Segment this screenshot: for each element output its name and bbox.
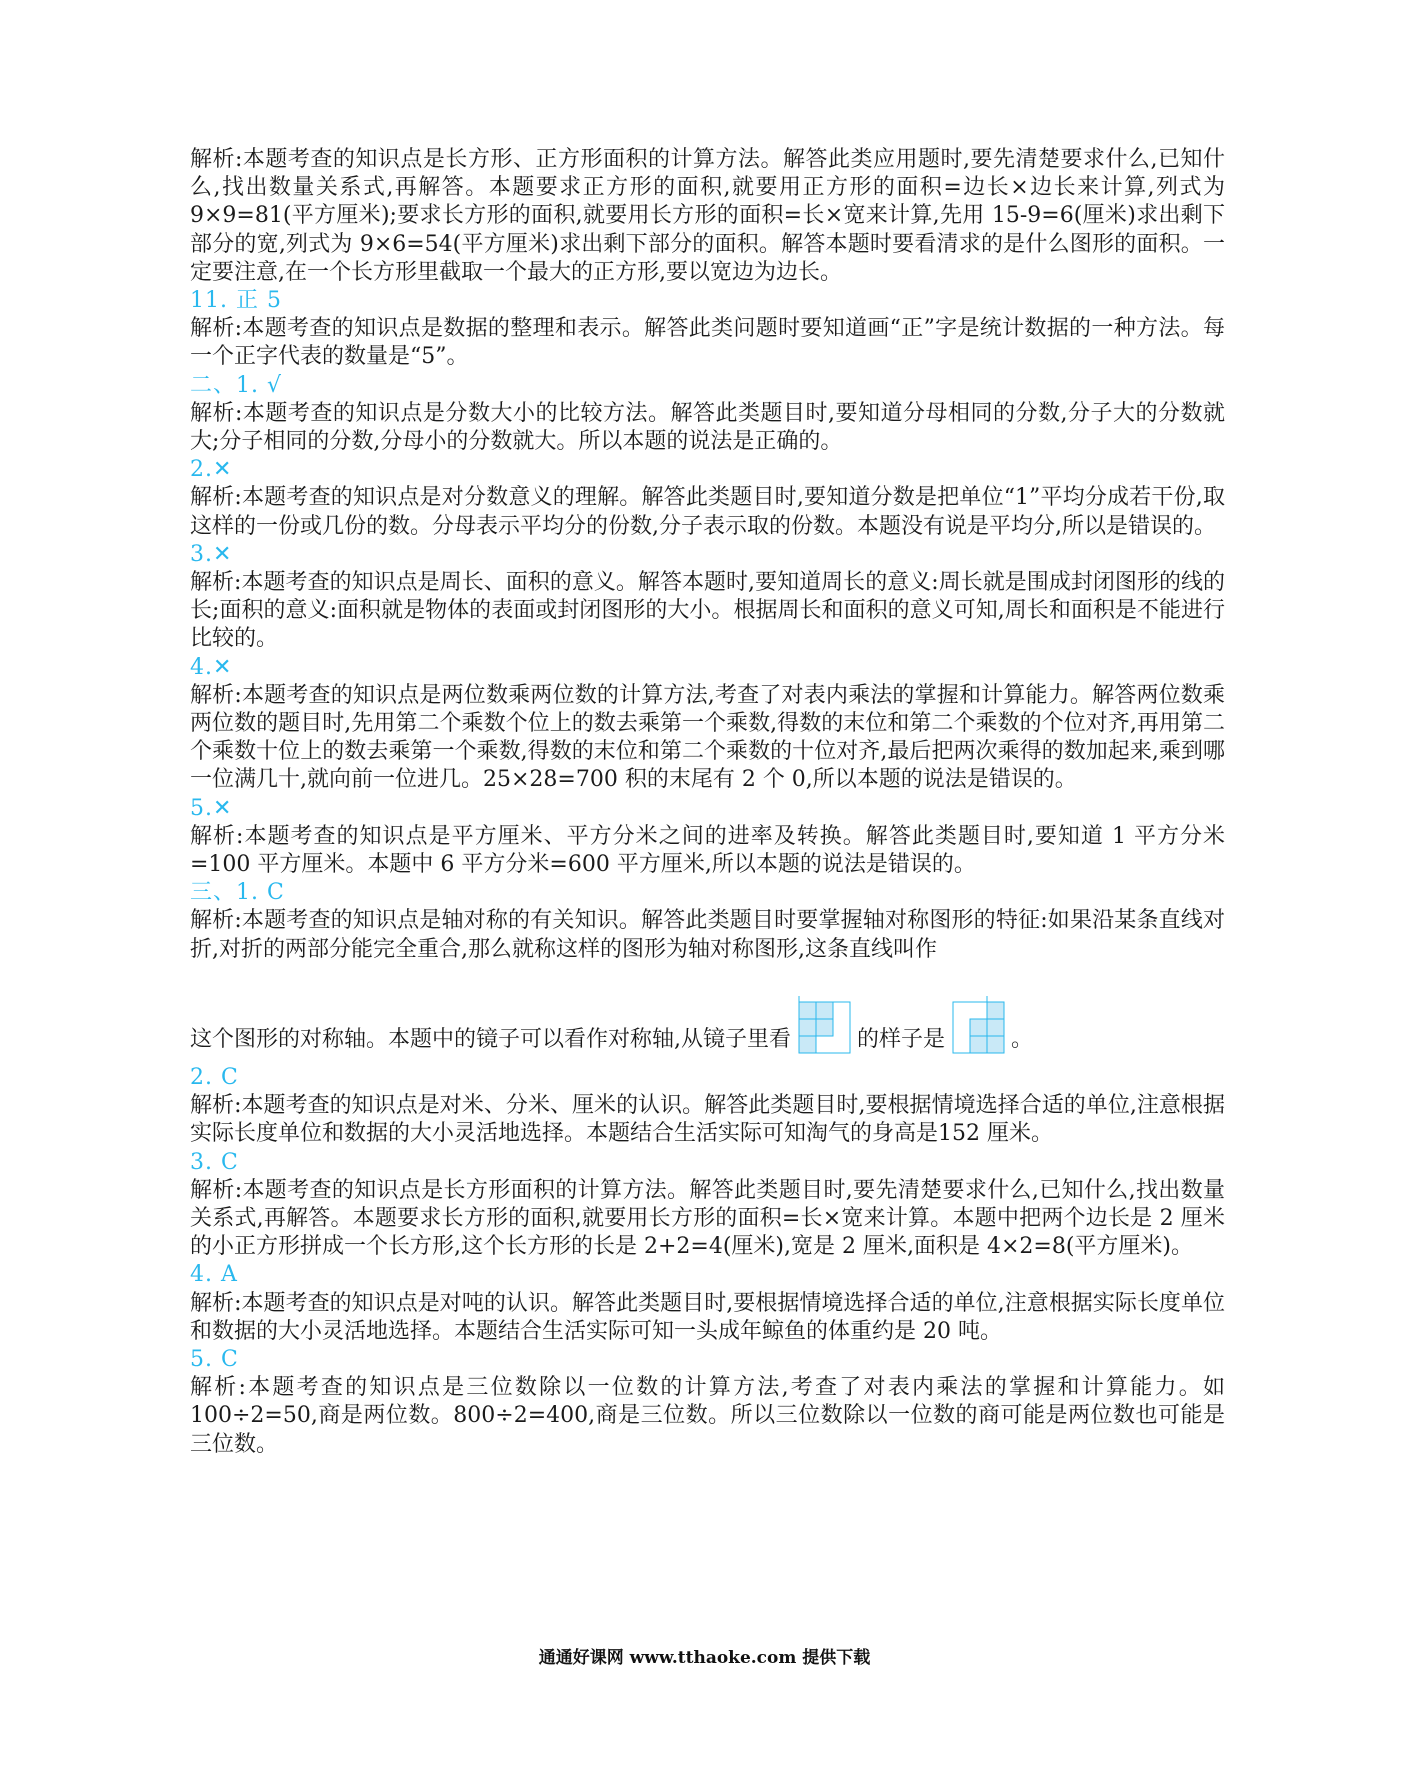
- answer-label: [190, 287, 1225, 315]
- answer-number: 5.: [190, 795, 213, 821]
- answer-label: [190, 1261, 1225, 1289]
- answer-label: [190, 456, 1225, 484]
- answer-label: [190, 654, 1225, 682]
- analysis-paragraph: 解析:本题考查的知识点是三位数除以一位数的计算方法,考查了对表内乘法的掌握和计算能力。如 100÷2=50,商是两位数。800÷2=400,商是三位数。所以三位数除以一位数的商可能是两位数也可能是三位数。: [190, 1375, 1225, 1457]
- answer-label: [190, 795, 1225, 823]
- figure-line: [190, 964, 1225, 1064]
- grid-figure-mirror-icon: [951, 996, 1005, 1054]
- answer-number: 三、1. C: [190, 880, 285, 906]
- grid-figure-icon: [797, 996, 851, 1054]
- answer-number: 5. C: [190, 1346, 239, 1372]
- figure-text-middle: 的样子是: [857, 1026, 946, 1052]
- page-footer: 通通好课网 www.tthaoke.com 提供下载: [538, 1648, 871, 1668]
- cross-icon: ✕: [213, 654, 233, 680]
- answer-number: 11. 正 5: [190, 288, 282, 314]
- answer-number: 4.: [190, 654, 213, 680]
- answer-label: [190, 1346, 1225, 1374]
- answer-label: [190, 1064, 1225, 1092]
- answer-content: [190, 146, 1225, 1459]
- answer-number: 3. C: [190, 1149, 239, 1175]
- cross-icon: ✕: [213, 457, 233, 483]
- answer-number: 二、1. √: [190, 372, 283, 398]
- analysis-paragraph: 解析:本题考查的知识点是周长、面积的意义。解答本题时,要知道周长的意义:周长就是围成封闭图形的线的长;面积的意义:面积就是物体的表面或封闭图形的大小。根据周长和面积的意义可知,周长和面积是不能进行比较的。: [190, 570, 1225, 652]
- answer-number: 4. A: [190, 1262, 238, 1288]
- answer-label: [190, 372, 1225, 400]
- analysis-paragraph: 解析:本题考查的知识点是长方形、正方形面积的计算方法。解答此类应用题时,要先清楚要求什么,已知什么,找出数量关系式,再解答。本题要求正方形的面积,就要用正方形的面积=边长×边长来计算,列式为 9×9=81(平方厘米);要求长方形的面积,就要用长方形的面积=长×宽来计算,先用 15-9=6(厘米)求出剩下部分的宽,列式为 9×6=54(平方厘米)求出剩下部分的面积。解答本题时要看清求的是什么图形的面积。一定要注意,在一个长方形里截取一个最大的正方形,要以宽边为边长。: [190, 147, 1225, 285]
- figure-text: [190, 996, 1033, 1054]
- analysis-paragraph: 解析:本题考查的知识点是两位数乘两位数的计算方法,考查了对表内乘法的掌握和计算能力。解答两位数乘两位数的题目时,先用第二个乘数个位上的数去乘第一个乘数,得数的末位和第二个乘数的个位对齐,再用第二个乘数十位上的数去乘第一个乘数,得数的末位和第二个乘数的十位对齐,最后把两次乘得的数加起来,乘到哪一位满几十,就向前一位进几。25×28=700 积的末尾有 2 个 0,所以本题的说法是错误的。: [190, 682, 1225, 793]
- answer-label: [190, 879, 1225, 907]
- analysis-paragraph: 解析:本题考查的知识点是对米、分米、厘米的认识。解答此类题目时,要根据情境选择合适的单位,注意根据实际长度单位和数据的大小灵活地选择。本题结合生活实际可知淘气的身高是152 厘米。: [190, 1093, 1225, 1147]
- figure-text-after: 。: [1011, 1026, 1034, 1052]
- answer-number: 2.: [190, 457, 213, 483]
- answer-label: [190, 541, 1225, 569]
- answer-label: [190, 1149, 1225, 1177]
- figure-text-before: 这个图形的对称轴。本题中的镜子可以看作对称轴,从镜子里看: [190, 1026, 791, 1052]
- analysis-paragraph: 解析:本题考查的知识点是平方厘米、平方分米之间的进率及转换。解答此类题目时,要知道 1 平方分米=100 平方厘米。本题中 6 平方分米=600 平方厘米,所以本题的说法是错误的。: [190, 823, 1225, 878]
- analysis-paragraph: 解析:本题考查的知识点是分数大小的比较方法。解答此类题目时,要知道分母相同的分数,分子大的分数就大;分子相同的分数,分母小的分数就大。所以本题的说法是正确的。: [190, 400, 1225, 455]
- cross-icon: ✕: [213, 795, 233, 821]
- analysis-paragraph: 解析:本题考查的知识点是轴对称的有关知识。解答此类题目时要掌握轴对称图形的特征:如果沿某条直线对折,对折的两部分能完全重合,那么就称这样的图形为轴对称图形,这条直线叫作: [190, 908, 1225, 962]
- analysis-paragraph: 解析:本题考查的知识点是数据的整理和表示。解答此类问题时要知道画“正”字是统计数据的一种方法。每一个正字代表的数量是“5”。: [190, 316, 1225, 370]
- analysis-paragraph: 解析:本题考查的知识点是对吨的认识。解答此类题目时,要根据情境选择合适的单位,注意根据实际长度单位和数据的大小灵活地选择。本题结合生活实际可知一头成年鲸鱼的体重约是 20 吨。: [190, 1290, 1225, 1344]
- answer-number: 3.: [190, 541, 213, 567]
- analysis-paragraph: 解析:本题考查的知识点是对分数意义的理解。解答此类题目时,要知道分数是把单位“1”平均分成若干份,取这样的一份或几份的数。分母表示平均分的份数,分子表示取的份数。本题没有说是平均分,所以是错误的。: [190, 485, 1225, 539]
- cross-icon: ✕: [213, 541, 233, 567]
- analysis-paragraph: 解析:本题考查的知识点是长方形面积的计算方法。解答此类题目时,要先清楚要求什么,已知什么,找出数量关系式,再解答。本题要求长方形的面积,就要用长方形的面积=长×宽来计算。本题中把两个边长是 2 厘米的小正方形拼成一个长方形,这个长方形的长是 2+2=4(厘米),宽是 2 厘米,面积是 4×2=8(平方厘米)。: [190, 1177, 1225, 1260]
- answer-number: 2. C: [190, 1064, 239, 1090]
